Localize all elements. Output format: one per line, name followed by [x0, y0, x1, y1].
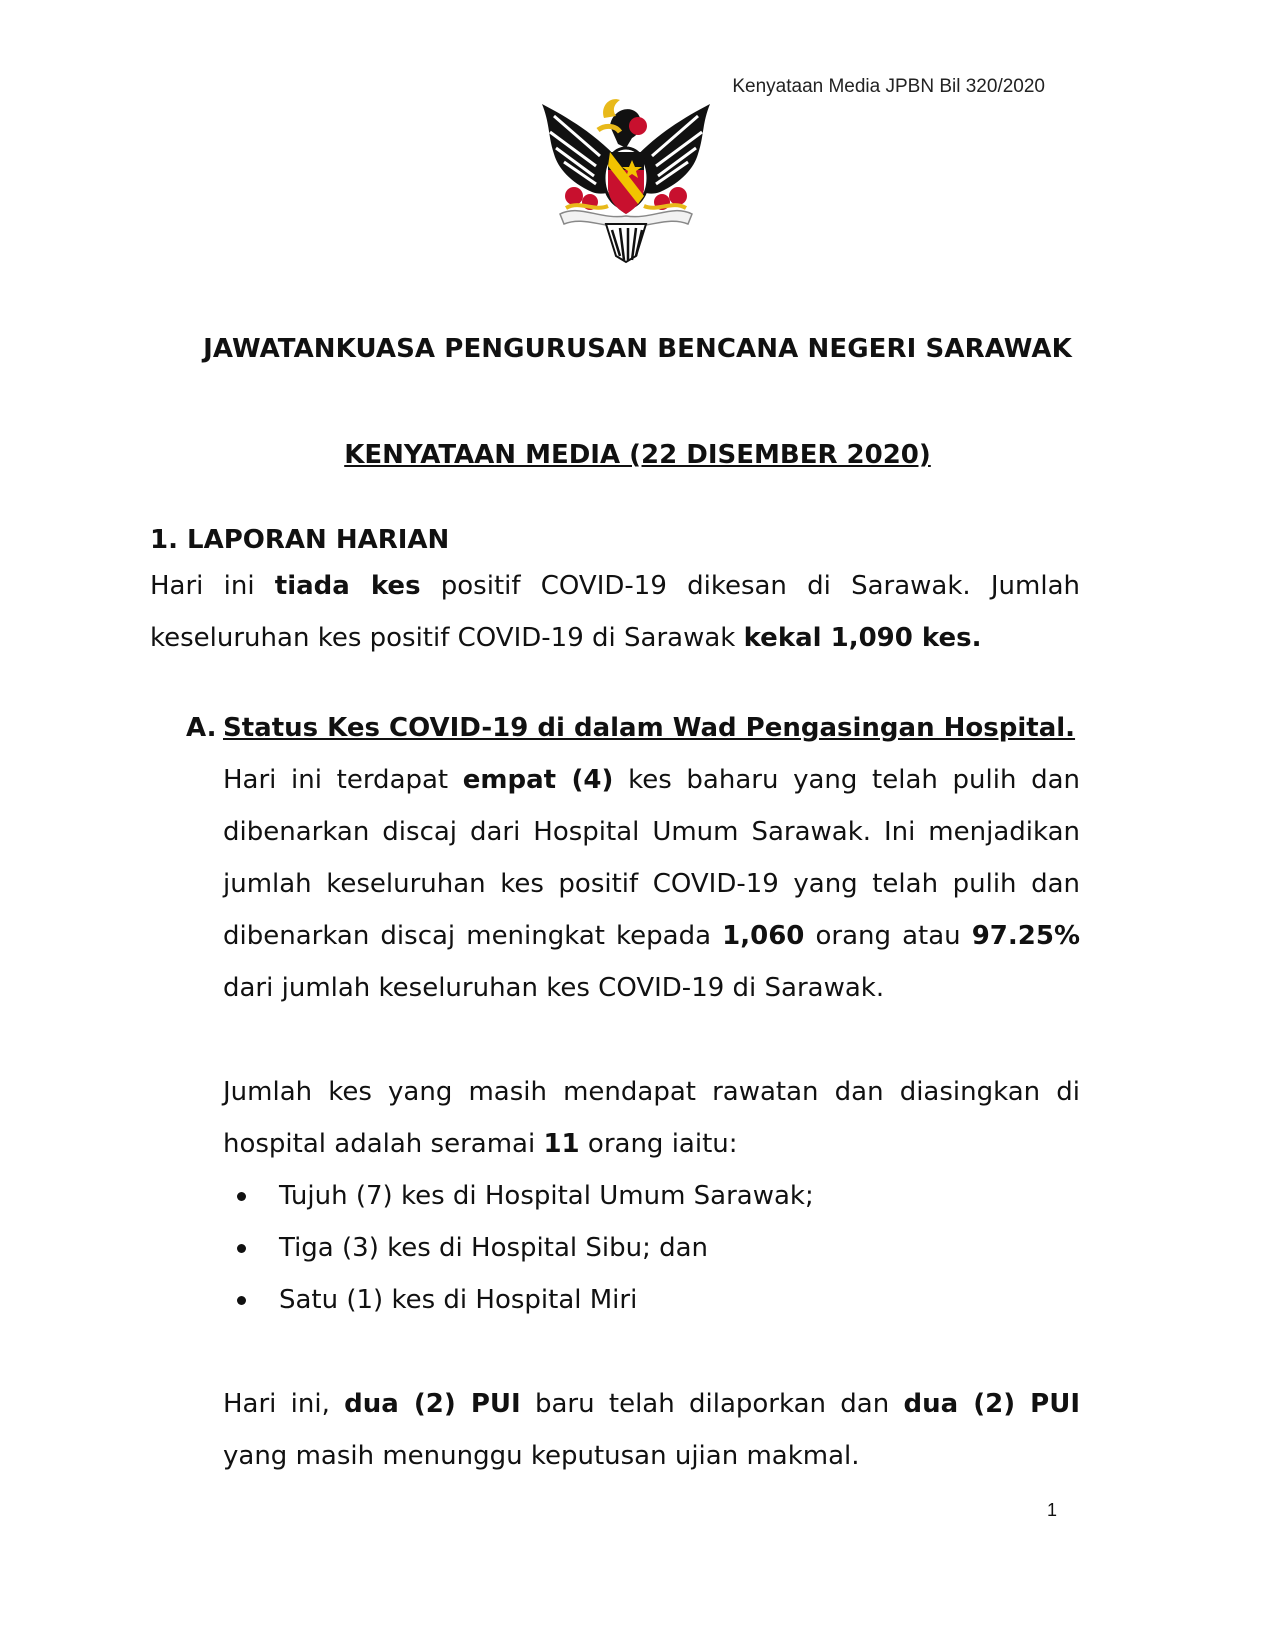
page-number: 1: [1046, 1500, 1057, 1520]
hospital-list: [223, 1170, 1080, 1326]
daily-report-paragraph: Hari ini tiada kes positif COVID-19 dikesan di Sarawak. Jumlah keseluruhan kes positif COVID-19 di Sarawak kekal 1,090 kes.: [150, 571, 1080, 653]
sarawak-coat-of-arms-icon: [540, 96, 712, 266]
subsection-a-letter: A.: [186, 713, 217, 743]
subsection-a-heading: [186, 702, 1080, 754]
list-item: Tiga (3) kes di Hospital Sibu; dan: [223, 1222, 1080, 1274]
organisation-title: JAWATANKUASA PENGURUSAN BENCANA NEGERI SARAWAK: [203, 334, 1072, 364]
hospitalised-cases-paragraph: Jumlah kes yang masih mendapat rawatan dan diasingkan di hospital adalah seramai 11 orang iaitu:: [223, 1077, 1080, 1159]
list-item: Satu (1) kes di Hospital Miri: [223, 1274, 1080, 1326]
bullet-icon: [237, 1192, 246, 1201]
list-item: Tujuh (7) kes di Hospital Umum Sarawak;: [223, 1170, 1080, 1222]
bullet-icon: [237, 1296, 246, 1305]
bullet-icon: [237, 1244, 246, 1253]
document-body: [150, 520, 1080, 1482]
subsection-a-title: Status Kes COVID-19 di dalam Wad Pengasingan Hospital.: [223, 713, 1076, 743]
pui-paragraph: Hari ini, dua (2) PUI baru telah dilaporkan dan dua (2) PUI yang masih menunggu keputusan ujian makmal.: [223, 1389, 1081, 1471]
recovered-cases-paragraph: Hari ini terdapat empat (4) kes baharu yang telah pulih dan dibenarkan discaj dari Hospital Umum Sarawak. Ini menjadikan jumlah keseluruhan kes positif COVID-19 yang telah pulih dan dibenarkan discaj meningkat kepada 1,060 orang atau 97.25% dari jumlah keseluruhan kes COVID-19 di Sarawak.: [223, 765, 1081, 1003]
statement-title: KENYATAAN MEDIA (22 DISEMBER 2020): [344, 440, 931, 470]
section-1-heading: 1. LAPORAN HARIAN: [150, 525, 450, 555]
header-reference: Kenyataan Media JPBN Bil 320/2020: [732, 76, 1045, 97]
